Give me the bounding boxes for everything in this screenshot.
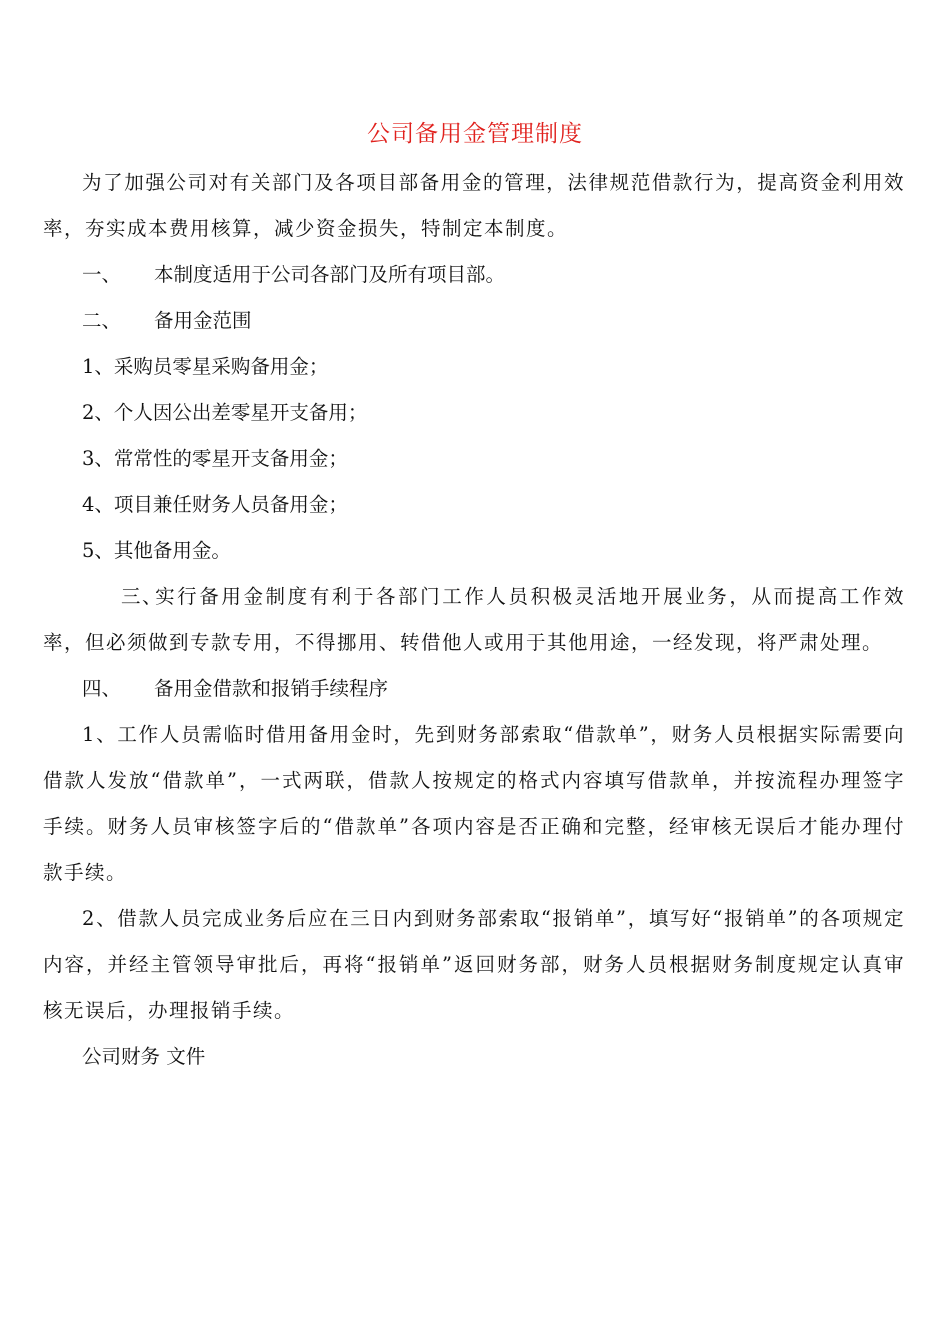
intro-paragraph: 为了加强公司对有关部门及各项目部备用金的管理，法律规范借款行为，提高资金利用效率，夯实成本费用核算，减少资金损失，特制定本制度。 — [43, 171, 905, 240]
section-4-item: 2、借款人员完成业务后应在三日内到财务部索取“报销单”，填写好“报销单”的各项规定内容，并经主管领导审批后，再将“报销单”返回财务部，财务人员根据财务制度规定认真审核无误后，办理报销手续。 — [43, 907, 905, 1022]
document-footer: 公司财务 文件 — [82, 1045, 206, 1068]
section-4-item: 1、工作人员需临时借用备用金时，先到财务部索取“借款单”，财务人员根据实际需要向借款人发放“借款单”，一式两联，借款人按规定的格式内容填写借款单，并按流程办理签字手续。财务人员审核签字后的“借款单”各项内容是否正确和完整，经审核无误后才能办理付款手续。 — [43, 723, 905, 884]
document-title: 公司备用金管理制度 — [367, 121, 583, 147]
section-3-number: 三、 — [121, 585, 164, 608]
section-3-text: 实行备用金制度有利于各部门工作人员积极灵活地开展业务，从而提高工作效率，但必须做到专款专用，不得挪用、转借他人或用于其他用途，一经发现，将严肃处理。 — [43, 585, 905, 654]
section-2-item: 2、个人因公出差零星开支备用； — [82, 401, 368, 424]
section-4-text: 备用金借款和报销手续程序 — [154, 677, 389, 700]
section-4-number: 四、 — [82, 677, 122, 700]
section-2-heading — [43, 298, 905, 344]
section-2-item: 4、项目兼任财务人员备用金； — [82, 493, 348, 516]
document-body — [43, 160, 905, 1080]
section-2-item: 5、其他备用金。 — [82, 539, 231, 562]
section-3-paragraph — [43, 574, 905, 666]
section-1-text: 本制度适用于公司各部门及所有项目部。 — [154, 263, 506, 286]
section-1-number: 一、 — [82, 263, 122, 286]
section-1 — [43, 252, 905, 298]
section-4-heading — [43, 666, 905, 712]
section-2-item: 3、常常性的零星开支备用金； — [82, 447, 348, 470]
section-2-text: 备用金范围 — [154, 309, 252, 332]
section-2-number: 二、 — [82, 309, 122, 332]
section-2-item: 1、采购员零星采购备用金； — [82, 355, 329, 378]
